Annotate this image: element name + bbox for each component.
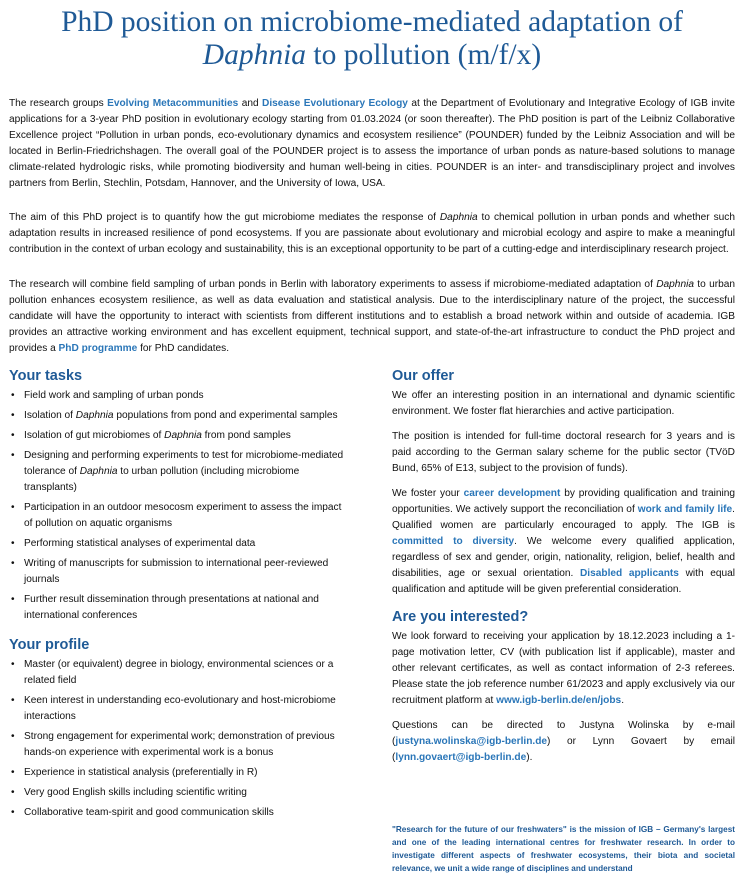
email-link-govaert[interactable]: lynn.govaert@igb-berlin.de bbox=[395, 752, 527, 763]
list-item: • Writing of manuscripts for submission to international peer-reviewed journals bbox=[9, 556, 349, 588]
title-line-1: PhD position on microbiome-mediated adaptation of bbox=[61, 6, 683, 38]
text: Isolation of gut microbiomes of bbox=[24, 430, 165, 441]
footer-quote: "Research for the future of our freshwaters" is the mission of IGB – Germany's largest and one of the leading international centres for freshwater research. In order to investigate different aspects of freshwater ecosystems, their biota and societal relevance, we unit a wide range of disciplines and understand bbox=[392, 825, 735, 873]
italic-daphnia: Daphnia bbox=[656, 279, 694, 290]
interested-paragraph-1 bbox=[392, 629, 735, 709]
text: from pond samples bbox=[201, 430, 291, 441]
text: . We welcome every qualified application, regardless of sex and gender, origin, nationality, religion, belief, health and disabilities, age or sexual orientation. bbox=[392, 536, 735, 579]
text: ). bbox=[526, 752, 533, 763]
link-disabled-applicants[interactable]: Disabled applicants bbox=[580, 568, 679, 579]
text: and bbox=[238, 98, 263, 109]
text: with equal qualification and aptitude will be given preferential consideration. bbox=[392, 568, 735, 595]
tasks-heading: Your tasks bbox=[9, 368, 83, 384]
italic-daphnia: Daphnia bbox=[79, 466, 118, 477]
text: We look forward to receiving your application by 18.12.2023 including a 1-page motivation letter, CV (with publication list if applicable), master and other relevant certificates, as well as contact information of 2-3 referees. Please state the job reference number 61/2023 and apply exclusively via our recruitment platform at bbox=[392, 631, 735, 706]
intro-paragraph-2 bbox=[9, 210, 735, 258]
list-item: • Very good English skills including scientific writing bbox=[9, 785, 349, 801]
list-item: • Strong engagement for experimental work; demonstration of previous hands-on experience with experimental work is a bonus bbox=[9, 729, 349, 761]
text: to urban pollution enhances ecosystem resilience, as well as data evaluation and statistical analysis. Due to the interdisciplinary nature of the project, the successful candidate will have the opportunity to interact with scientists from different institutions and to establish a broad network within and outside of academia. IGB provides an attractive working environment and has excellent equipment, technical support, and state-of-the-art infrastructure to conduct the PhD project and provides a bbox=[9, 279, 735, 354]
list-item: • Master (or equivalent) degree in biology, environmental sciences or a related field bbox=[9, 657, 349, 689]
italic-daphnia: Daphnia bbox=[75, 410, 114, 421]
intro-paragraph-3 bbox=[9, 277, 735, 357]
text: ) or Lynn Govaert by email ( bbox=[392, 736, 735, 763]
text: by providing qualification and training opportunities. We actively support the reconciliation of bbox=[392, 488, 735, 515]
text: at the Department of Evolutionary and Integrative Ecology of IGB invite applications for a 3-year PhD position in evolutionary ecology starting from 01.03.2024 (or soon thereafter). The PhD position is part of the Leibniz Collaborative Excellence project “Pollution in urban ponds, eco-evolutionary dynamics and ecosystem resilience” (POUNDER) funded by the Leibniz Association and will be located in Berlin-Friedrichshagen. The overall goal of the POUNDER project is to assess the importance of urban ponds as nature-based solutions to manage climate-related hydrologic risks, while promoting biodiversity and human well-being in cities. POUNDER is an inter- and transdisciplinary project and involves partners from Berlin, Stechlin, Potsdam, Hannover, and the University of Iowa, USA. bbox=[9, 98, 735, 189]
list-item bbox=[9, 448, 349, 496]
link-committed-to-diversity[interactable]: committed to diversity bbox=[392, 536, 515, 547]
link-phd-programme[interactable]: PhD programme bbox=[58, 343, 138, 354]
offer-paragraph-2: The position is intended for full-time doctoral research for 3 years and is paid according to the German salary scheme for the public sector (TVöD Bund, 65% of E13, subject to the provision of funds). bbox=[392, 431, 735, 474]
link-work-and-family-life[interactable]: work and family life bbox=[637, 504, 733, 515]
title-rest: to pollution (m/f/x) bbox=[306, 39, 542, 71]
interested-heading: Are you interested? bbox=[392, 609, 529, 625]
email-link-wolinska[interactable]: justyna.wolinska@igb-berlin.de bbox=[395, 736, 548, 747]
italic-daphnia: Daphnia bbox=[439, 212, 478, 223]
link-recruitment-platform[interactable]: www.igb-berlin.de/en/jobs bbox=[496, 695, 622, 706]
text: to urban pollution (including microbiome transplants) bbox=[24, 466, 300, 493]
text: The research will combine field sampling of urban ponds in Berlin with laboratory experiments to assess if microbiome-mediated adaptation of bbox=[9, 279, 657, 290]
list-item: • Experience in statistical analysis (preferentially in R) bbox=[9, 765, 349, 781]
text: Questions can be directed to Justyna Wolinska by e-mail ( bbox=[392, 720, 735, 747]
link-evolving-metacommunities[interactable]: Evolving Metacommunities bbox=[107, 98, 239, 109]
title-line-2 bbox=[0, 39, 744, 72]
title-daphnia: Daphnia bbox=[202, 39, 307, 71]
left-column bbox=[9, 367, 349, 825]
right-column bbox=[392, 367, 735, 775]
link-disease-evolutionary-ecology[interactable]: Disease Evolutionary Ecology bbox=[262, 98, 408, 109]
text: to chemical pollution in urban ponds and whether such adaptation results in increased resilience of pond ecosystems. If you are passionate about evolutionary and microbial ecology and aspire to make a meaningful contribution in the context of urban ecology and sustainability, this is an exceptional opportunity to be part of a cutting-edge and interdisciplinary research project. bbox=[9, 212, 735, 255]
text: Isolation of bbox=[24, 410, 76, 421]
intro-paragraph-1 bbox=[9, 96, 735, 192]
text: populations from pond and experimental samples bbox=[113, 410, 338, 421]
link-career-development[interactable]: career development bbox=[463, 488, 561, 499]
list-item bbox=[9, 428, 349, 444]
page-title bbox=[0, 6, 744, 72]
text: We foster your bbox=[392, 488, 464, 499]
text: for PhD candidates. bbox=[137, 343, 230, 354]
profile-list bbox=[9, 657, 349, 821]
list-item: • Performing statistical analyses of experimental data bbox=[9, 536, 349, 552]
offer-paragraph-1: We offer an interesting position in an international and dynamic scientific environment. We foster flat hierarchies and active participation. bbox=[392, 390, 735, 417]
list-item: • Field work and sampling of urban ponds bbox=[9, 388, 349, 404]
list-item: • Keen interest in understanding eco-evolutionary and host-microbiome interactions bbox=[9, 693, 349, 725]
italic-daphnia: Daphnia bbox=[164, 430, 202, 441]
text: Designing and performing experiments to test for microbiome-mediated tolerance of bbox=[24, 450, 344, 477]
list-item bbox=[9, 408, 349, 424]
text: . bbox=[621, 695, 625, 706]
text: The aim of this PhD project is to quantify how the gut microbiome mediates the response of bbox=[9, 212, 440, 223]
profile-heading: Your profile bbox=[9, 637, 90, 653]
interested-paragraph-2 bbox=[392, 718, 735, 766]
offer-heading: Our offer bbox=[392, 368, 455, 384]
tasks-list bbox=[9, 388, 349, 624]
list-item: • Participation in an outdoor mesocosm experiment to assess the impact of pollution on aquatic organisms bbox=[9, 500, 349, 532]
list-item: • Further result dissemination through presentations at national and international conferences bbox=[9, 592, 349, 624]
text: The research groups bbox=[9, 98, 108, 109]
offer-paragraph-3 bbox=[392, 486, 735, 598]
list-item: • Collaborative team-spirit and good communication skills bbox=[9, 805, 349, 821]
text: . Qualified women are particularly encouraged to apply. The IGB is bbox=[392, 504, 735, 531]
